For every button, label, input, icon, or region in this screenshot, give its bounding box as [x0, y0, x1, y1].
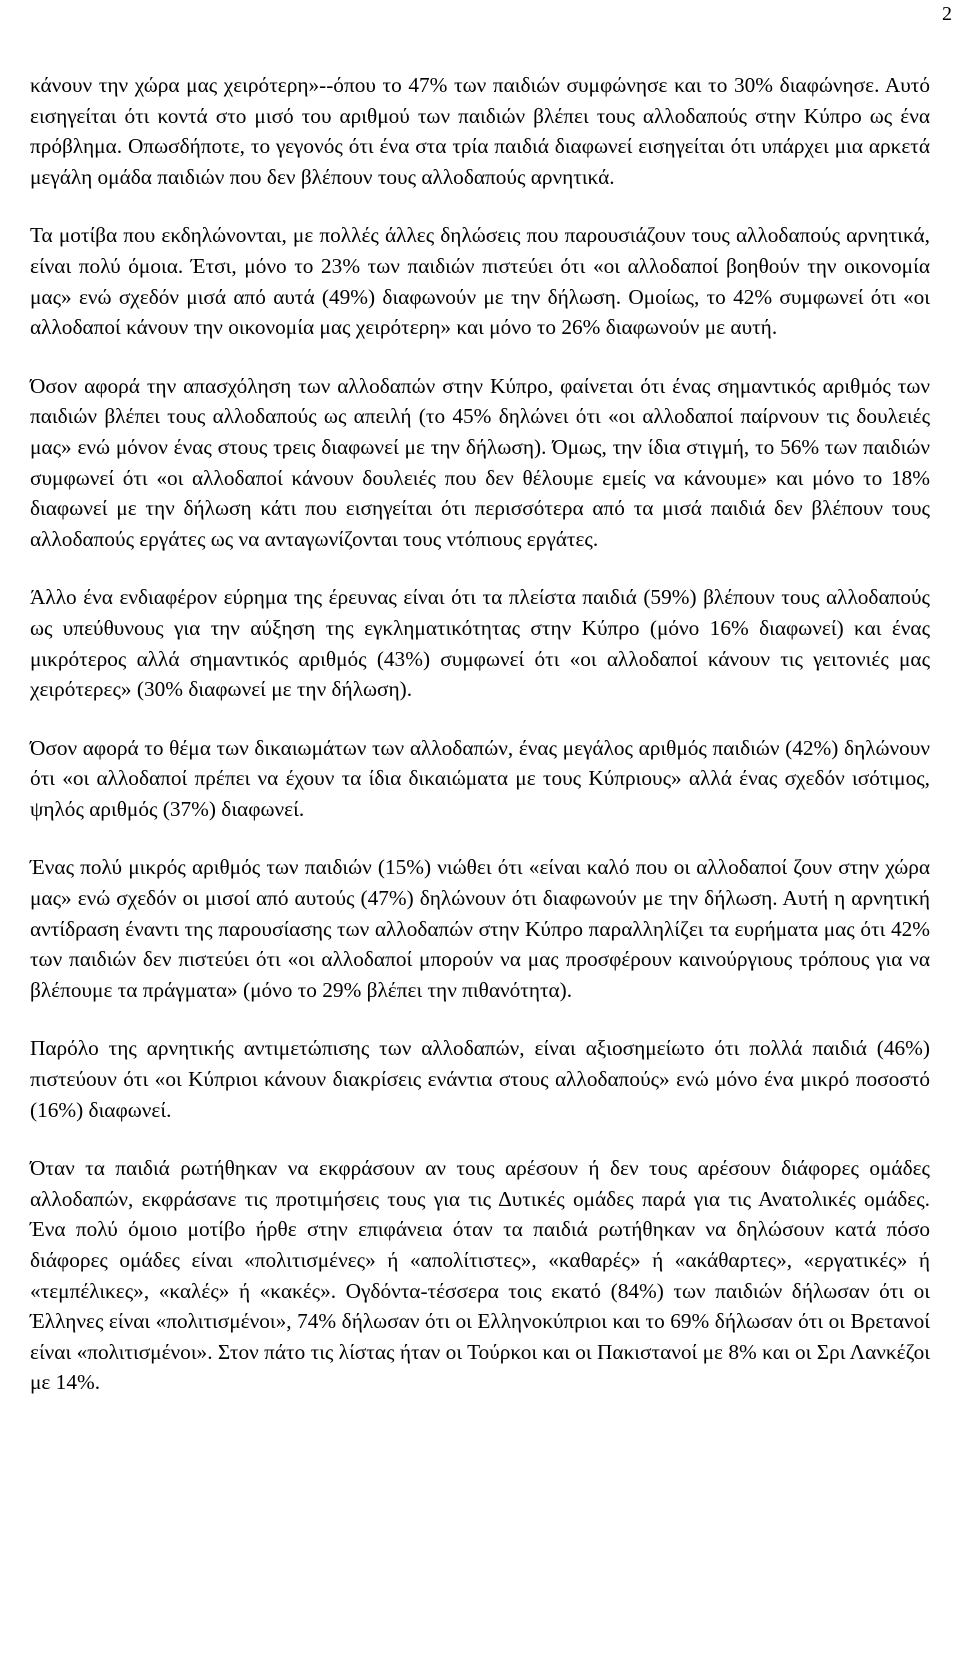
paragraph-4: Άλλο ένα ενδιαφέρον εύρημα της έρευνας είναι ότι τα πλείστα παιδιά (59%) βλέπουν τους αλλοδαπούς ως υπεύθυνους για την αύξηση της εγκληματικότητας στην Κύπρο (μόνο 16% διαφωνεί) και ένας μικρότερος αλλά σημαντικός αριθμός (43%) συμφωνεί ότι «οι αλλοδαποί κάνουν τις γειτονιές μας χειρότερες» (30% διαφωνεί με την δήλωση).	[30, 585, 930, 702]
paragraph-1: κάνουν την χώρα μας χειρότερη»--όπου το 47% των παιδιών συμφώνησε και το 30% διαφώνησε. Αυτό εισηγείται ότι κοντά στο μισό του αριθμού των παιδιών βλέπει τους αλλοδαπούς στην Κύπρο ως ένα πρόβλημα. Οπωσδήποτε, το γεγονός ότι ένα στα τρία παιδιά διαφωνεί εισηγείται ότι υπάρχει μια αρκετά μεγάλη ομάδα παιδιών που δεν βλέπουν τους αλλοδαπούς αρνητικά.	[30, 73, 930, 189]
paragraph-5: Όσον αφορά το θέμα των δικαιωμάτων των αλλοδαπών, ένας μεγάλος αριθμός παιδιών (42%) δηλώνουν ότι «οι αλλοδαποί πρέπει να έχουν τα ίδια δικαιώματα με τους Κύπριους» αλλά ένας σχεδόν ισότιμος, ψηλός αριθμός (37%) διαφωνεί.	[30, 735, 930, 821]
document-body	[30, 70, 930, 1426]
paragraph-7: Παρόλο της αρνητικής αντιμετώπισης των αλλοδαπών, είναι αξιοσημείωτο ότι πολλά παιδιά (46%) πιστεύουν ότι «οι Κύπριοι κάνουν διακρίσεις ενάντια στους αλλοδαπούς» ενώ μόνο ένα μικρό ποσοστό (16%) διαφωνεί.	[30, 1036, 930, 1122]
paragraph-3: Όσον αφορά την απασχόληση των αλλοδαπών στην Κύπρο, φαίνεται ότι ένας σημαντικός αριθμός των παιδιών βλέπει τους αλλοδαπούς ως απειλή (το 45% δηλώνει ότι «οι αλλοδαποί παίρνουν τις δουλειές μας» ενώ μόνον ένας στους τρεις διαφωνεί με την δήλωση). Όμως, την ίδια στιγμή, το 56% των παιδιών συμφωνεί ότι «οι αλλοδαποί κάνουν δουλειές που δεν θέλουμε εμείς να κάνουμε» και μόνο το 18% διαφωνεί με την δήλωση κάτι που εισηγείται ότι περισσότερα από τα μισά παιδιά δεν βλέπουν τους αλλοδαπούς εργάτες ως να ανταγωνίζονται τους ντόπιους εργάτες.	[30, 373, 930, 551]
page-number: 2	[942, 3, 952, 25]
paragraph-6: Ένας πολύ μικρός αριθμός των παιδιών (15%) νιώθει ότι «είναι καλό που οι αλλοδαποί ζουν στην χώρα μας» ενώ σχεδόν οι μισοί από αυτούς (47%) δηλώνουν ότι διαφωνούν με την δήλωση. Αυτή η αρνητική αντίδραση έναντι της παρουσίασης των αλλοδαπών στην Κύπρο παραλληλίζει τα ευρήματα μας ότι 42% των παιδιών δεν πιστεύει ότι «οι αλλοδαποί μπορούν να μας προσφέρουν καινούργιους τρόπους για να βλέπουμε τα πράγματα» (μόνο το 29% βλέπει την πιθανότητα).	[30, 855, 930, 1002]
paragraph-8: Όταν τα παιδιά ρωτήθηκαν να εκφράσουν αν τους αρέσουν ή δεν τους αρέσουν διάφορες ομάδες αλλοδαπών, εκφράσανε τις προτιμήσεις τους για τις Δυτικές ομάδες παρά για τις Ανατολικές ομάδες. Ένα πολύ όμοιο μοτίβο ήρθε στην επιφάνεια όταν τα παιδιά ρωτήθηκαν να δηλώσουν κατά πόσο διάφορες ομάδες είναι «πολιτισμένες» ή «απολίτιστες», «καθαρές» ή «ακάθαρτες», «εργατικές» ή «τεμπέλικες», «καλές» ή «κακές». Ογδόντα-τέσσερα τοις εκατό (84%) των παιδιών δήλωσαν ότι οι Έλληνες είναι «πολιτισμένοι», 74% δήλωσαν ότι οι Ελληνοκύπριοι και το 69% δήλωσαν ότι οι Βρετανοί είναι «πολιτισμένοι». Στον πάτο τις λίστας ήταν οι Τούρκοι και οι Πακιστανοί με 8% και οι Σρι Λανκέζοι με 14%.	[30, 1156, 930, 1395]
paragraph-2: Τα μοτίβα που εκδηλώνονται, με πολλές άλλες δηλώσεις που παρουσιάζουν τους αλλοδαπούς αρνητικά, είναι πολύ όμοια. Έτσι, μόνο το 23% των παιδιών πιστεύει ότι «οι αλλοδαποί βοηθούν την οικονομία μας» ενώ σχεδόν μισά από αυτά (49%) διαφωνούν με την δήλωση. Ομοίως, το 42% συμφωνεί ότι «οι αλλοδαποί κάνουν την οικονομία μας χειρότερη» και μόνο το 26% διαφωνούν με αυτή.	[30, 223, 930, 340]
